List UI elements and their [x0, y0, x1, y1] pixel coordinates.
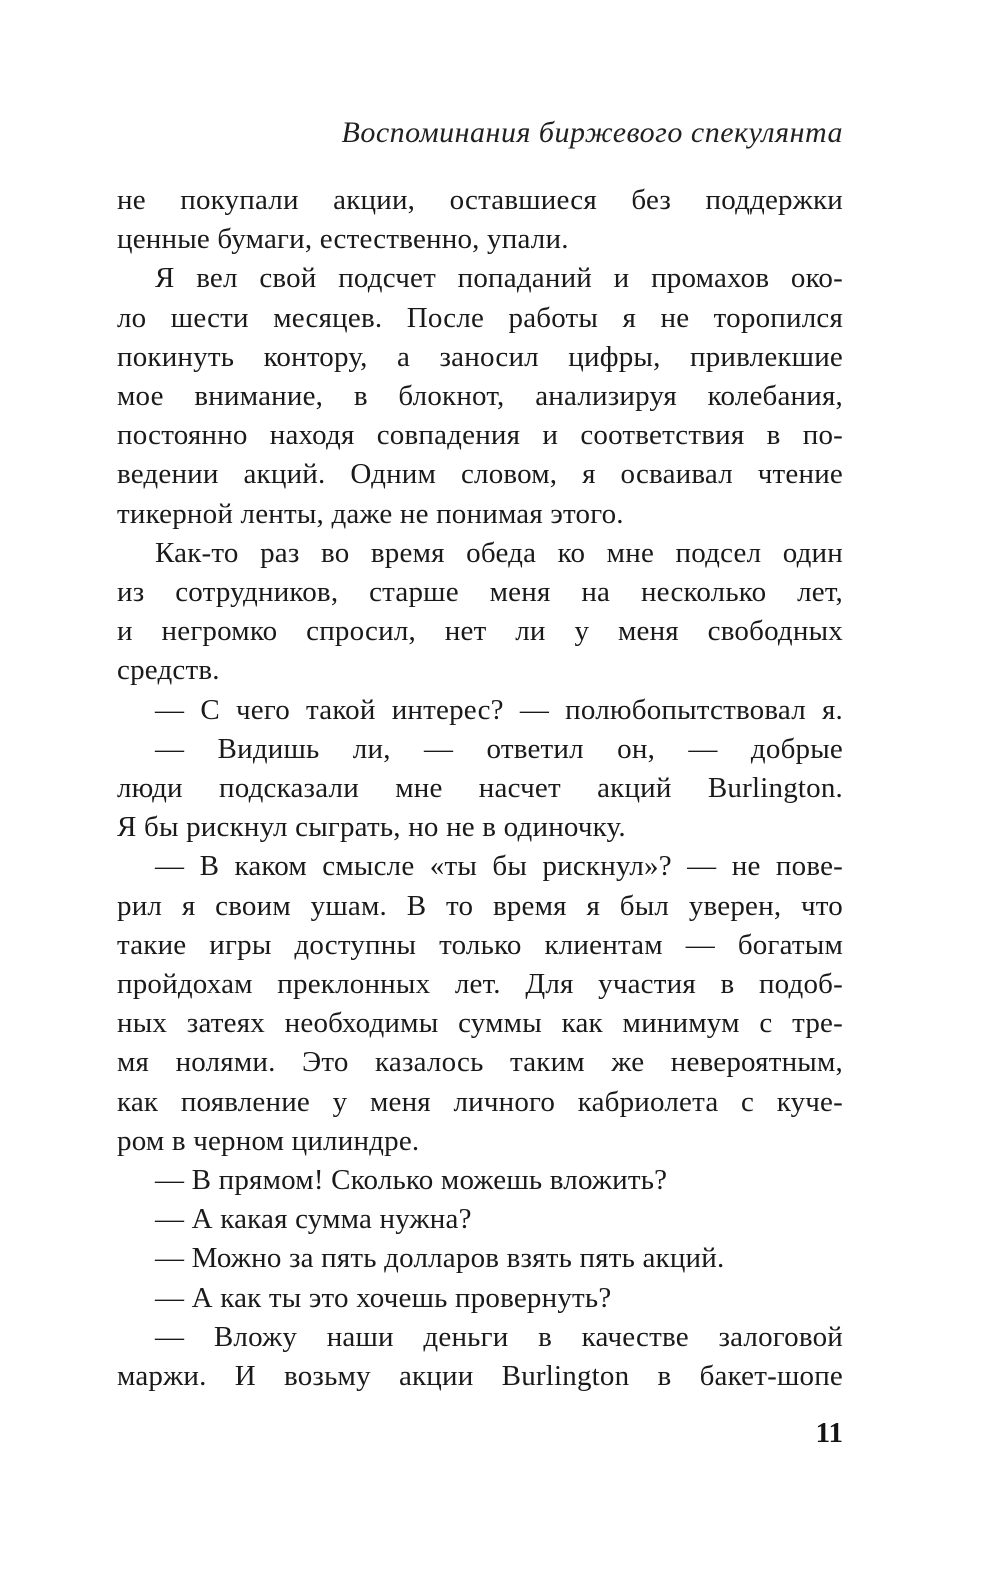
- paragraph: [117, 1279, 843, 1318]
- paragraph: [117, 181, 843, 259]
- text-line: тикерной ленты, даже не понимая этого.: [117, 497, 624, 530]
- paragraph: [117, 259, 843, 533]
- text-line: мя нолями. Это казалось таким же невероятным,: [117, 1046, 843, 1079]
- text-line: ценные бумаги, естественно, упали.: [117, 223, 569, 256]
- page-number: 11: [815, 1417, 843, 1449]
- text-line: покинуть контору, а заносил цифры, привлекшие: [117, 340, 843, 373]
- paragraph: [117, 1318, 843, 1396]
- text-block: [117, 181, 843, 1396]
- paragraph: [117, 534, 843, 691]
- text-line: не покупали акции, оставшиеся без поддержки: [117, 184, 843, 216]
- paragraph: [117, 847, 843, 1161]
- running-header: Воспоминания биржевого спекулянта: [341, 116, 843, 149]
- paragraph: [117, 1161, 843, 1200]
- text-line: — А какая сумма нужна?: [155, 1203, 472, 1236]
- text-line: ло шести месяцев. После работы я не торопился: [117, 301, 843, 334]
- paragraph: [117, 730, 843, 848]
- text-line: рил я своим ушам. В то время я был уверен, что: [117, 889, 843, 922]
- text-line: — Видишь ли, — ответил он, — добрые: [155, 732, 843, 765]
- text-line: пройдохам преклонных лет. Для участия в подоб-: [117, 968, 843, 1001]
- text-line: как появление у меня личного кабриолета с куче-: [117, 1085, 843, 1118]
- text-line: маржи. И возьму акции Burlington в бакет-шопе: [117, 1360, 843, 1393]
- text-line: ведении акций. Одним словом, я осваивал чтение: [117, 458, 843, 491]
- text-line: — С чего такой интерес? — полюбопытствовал я.: [155, 693, 843, 726]
- text-line: средств.: [117, 654, 220, 687]
- text-line: такие игры доступны только клиентам — богатым: [117, 928, 843, 961]
- text-line: постоянно находя совпадения и соответствия в по-: [117, 419, 843, 452]
- text-line: мое внимание, в блокнот, анализируя колебания,: [117, 380, 843, 413]
- text-line: из сотрудников, старше меня на несколько лет,: [117, 576, 843, 609]
- text-line: Я вел свой подсчет попаданий и промахов око-: [155, 262, 843, 295]
- text-line: и негромко спросил, нет ли у меня свободных: [117, 615, 843, 648]
- text-line: люди подсказали мне насчет акций Burlington.: [117, 772, 843, 805]
- text-line: — Можно за пять долларов взять пять акций.: [155, 1242, 725, 1275]
- paragraph: [117, 1200, 843, 1239]
- text-line: Я бы рискнул сыграть, но не в одиночку.: [117, 811, 626, 844]
- paragraph: [117, 1239, 843, 1278]
- text-line: ных затеях необходимы суммы как минимум с тре-: [117, 1007, 843, 1040]
- paragraph: [117, 691, 843, 730]
- text-line: — В прямом! Сколько можешь вложить?: [155, 1164, 668, 1197]
- text-line: ром в черном цилиндре.: [117, 1124, 420, 1157]
- text-line: Как-то раз во время обеда ко мне подсел один: [155, 536, 843, 569]
- text-line: — Вложу наши деньги в качестве залоговой: [155, 1320, 843, 1353]
- text-line: — А как ты это хочешь провернуть?: [155, 1281, 612, 1314]
- text-line: — В каком смысле «ты бы рискнул»? — не пове-: [155, 850, 843, 883]
